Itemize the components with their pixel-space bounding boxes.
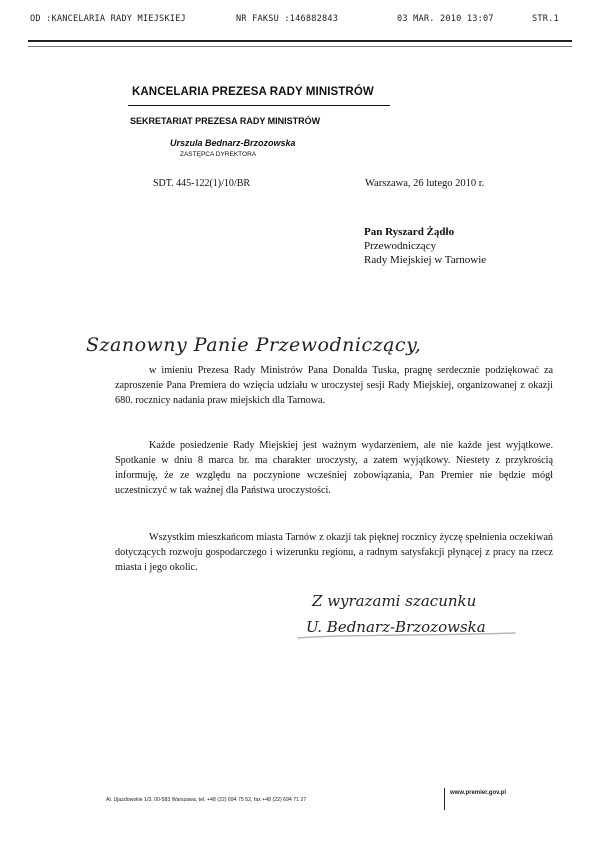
secretariat-title: SEKRETARIAT PREZESA RADY MINISTRÓW — [130, 116, 321, 126]
fax-header-rule — [28, 40, 572, 42]
paragraph-3: Wszystkim mieszkańcom miasta Tarnów z okazji tak pięknej rocznicy życzę spełnienia oczekiwań dotyczących rozwoju gospodarczego i wizerunku regionu, a radnym satysfakcji płynącej z pracy na rzecz miasta i jego okolic. — [115, 532, 553, 573]
paragraph-1: w imieniu Prezesa Rady Ministrów Pana Donalda Tuska, pragnę serdecznie podziękować za zaproszenie Pana Premiera do wzięcia udziału w uroczystej sesji Rady Miejskiej, organizowanej z okazji 680. rocznicy nadania praw miejskich dla Tarnowa. — [115, 365, 553, 406]
recipient-line1: Przewodniczący — [364, 240, 437, 252]
fax-header-rule-secondary — [28, 46, 572, 47]
recipient-name: Pan Ryszard Żądło — [364, 226, 455, 238]
fax-number: NR FAKSU :146882843 — [236, 14, 339, 24]
sender-name: Urszula Bednarz-Brzozowska — [170, 138, 296, 148]
closing-handwritten: Z wyrazami szacunku — [312, 592, 477, 610]
reference-number: SDT. 445-122(1)/10/BR — [153, 178, 251, 189]
letterhead-divider — [128, 105, 390, 106]
recipient-line2: Rady Miejskiej w Tarnowie — [364, 254, 487, 266]
place-date: Warszawa, 26 lutego 2010 r. — [365, 178, 485, 189]
footer-divider — [444, 788, 445, 810]
footer-address: Al. Ujazdowskie 1/3, 00-583 Warszawa, tel. +48 (22) 694 75 52, fax +48 (22) 694 71 27 — [106, 797, 307, 803]
signature-strokes — [290, 590, 530, 650]
signature-handwritten: U. Bednarz-Brzozowska — [306, 618, 486, 636]
salutation-handwritten: Szanowny Panie Przewodniczący, — [86, 334, 422, 356]
office-title: KANCELARIA PREZESA RADY MINISTRÓW — [132, 86, 374, 98]
paragraph-2: Każde posiedzenie Rady Miejskiej jest ważnym wydarzeniem, ale nie każde jest wyjątkowe. Spotkanie w dniu 8 marca br. ma charakter uroczysty, a zatem wyjątkowy. Niestety z przykrością informuję, że ze względu na poczynione wcześniej zobowiązania, Pan Premier nie będzie mógł uczestniczyć w tak ważnej dla Państwa uroczystości. — [115, 440, 553, 496]
fax-date: 03 MAR. 2010 13:07 — [397, 14, 494, 24]
fax-from: OD :KANCELARIA RADY MIEJSKIEJ — [30, 14, 186, 24]
fax-page: STR.1 — [532, 14, 559, 24]
footer-website: www.premier.gov.pl — [450, 790, 507, 796]
sender-title: ZASTĘPCA DYREKTORA — [180, 151, 257, 158]
